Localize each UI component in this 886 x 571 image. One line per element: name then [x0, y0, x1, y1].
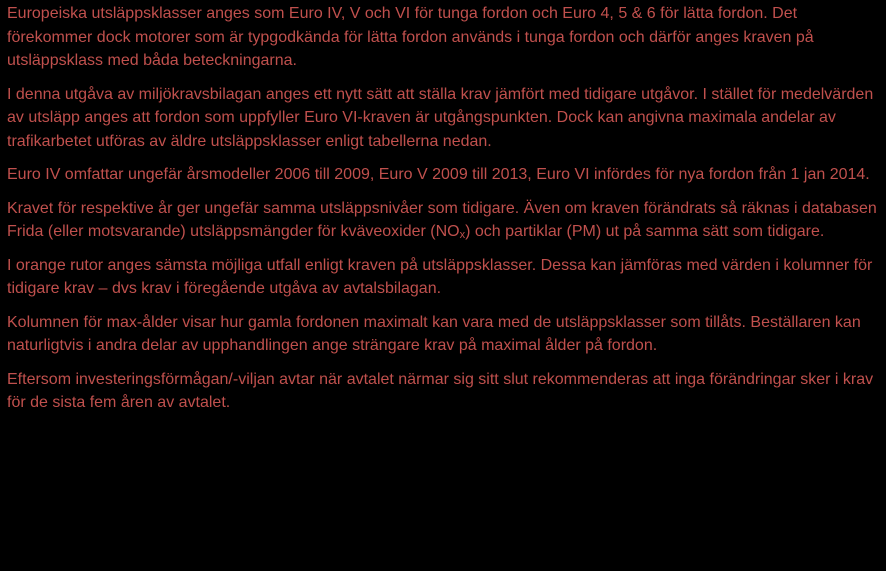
paragraph-final-years: Eftersom investeringsförmågan/-viljan avtar när avtalet närmar sig sitt slut rekommenderas att inga förändringar sker i krav för de sista fem åren av avtalet. — [7, 370, 874, 411]
paragraph-max-age: Kolumnen för max-ålder visar hur gamla fordonen maximalt kan vara med de utsläppsklasser som tillåts. Beställaren kan naturligtvis i andra delar av upphandlingen ange strängare krav på maximal ålder på fordon. — [7, 313, 861, 354]
paragraph-euro-classes: Europeiska utsläppsklasser anges som Euro IV, V och VI för tunga fordon och Euro 4, 5 & 6 för lätta fordon. Det förekommer dock motorer som är typgodkända för lätta fordon används i tunga fordon och därför anges kraven på utsläppsklass med båda beteckningarna. — [7, 5, 814, 69]
paragraph-emission-levels-after: ) och partiklar (PM) ut på samma sätt som tidigare. — [465, 223, 825, 240]
paragraph-new-requirements: I denna utgåva av miljökravsbilagan anges ett nytt sätt att ställa krav jämfört med tidigare utgåvor. I stället för medelvärden av utsläpp anges att fordon som uppfyller Euro VI-kraven är utgångspunkten. Dock kan angivna maximala andelar av trafikarbetet utföras av äldre utsläppsklasser enligt tabellerna nedan. — [7, 85, 874, 150]
paragraph-emission-levels — [7, 197, 883, 244]
document-body — [7, 2, 883, 425]
paragraph-model-years: Euro IV omfattar ungefär årsmodeller 2006 till 2009, Euro V 2009 till 2013, Euro VI infördes för nya fordon från 1 jan 2014. — [7, 166, 870, 183]
nox-subscript: x — [459, 229, 466, 241]
paragraph-orange-boxes: I orange rutor anges sämsta möjliga utfall enligt kraven på utsläppsklasser. Dessa kan jämföras med värden i kolumner för tidigare krav – dvs krav i föregående utgåva av avtalsbilagan. — [7, 256, 873, 297]
paragraph-emission-levels-before: Kravet för respektive år ger ungefär samma utsläppsnivåer som tidigare. Även om kraven förändrats så räknas i databasen Frida (eller motsvarande) utsläppsmängder för kväveoxider (NO — [7, 199, 877, 240]
